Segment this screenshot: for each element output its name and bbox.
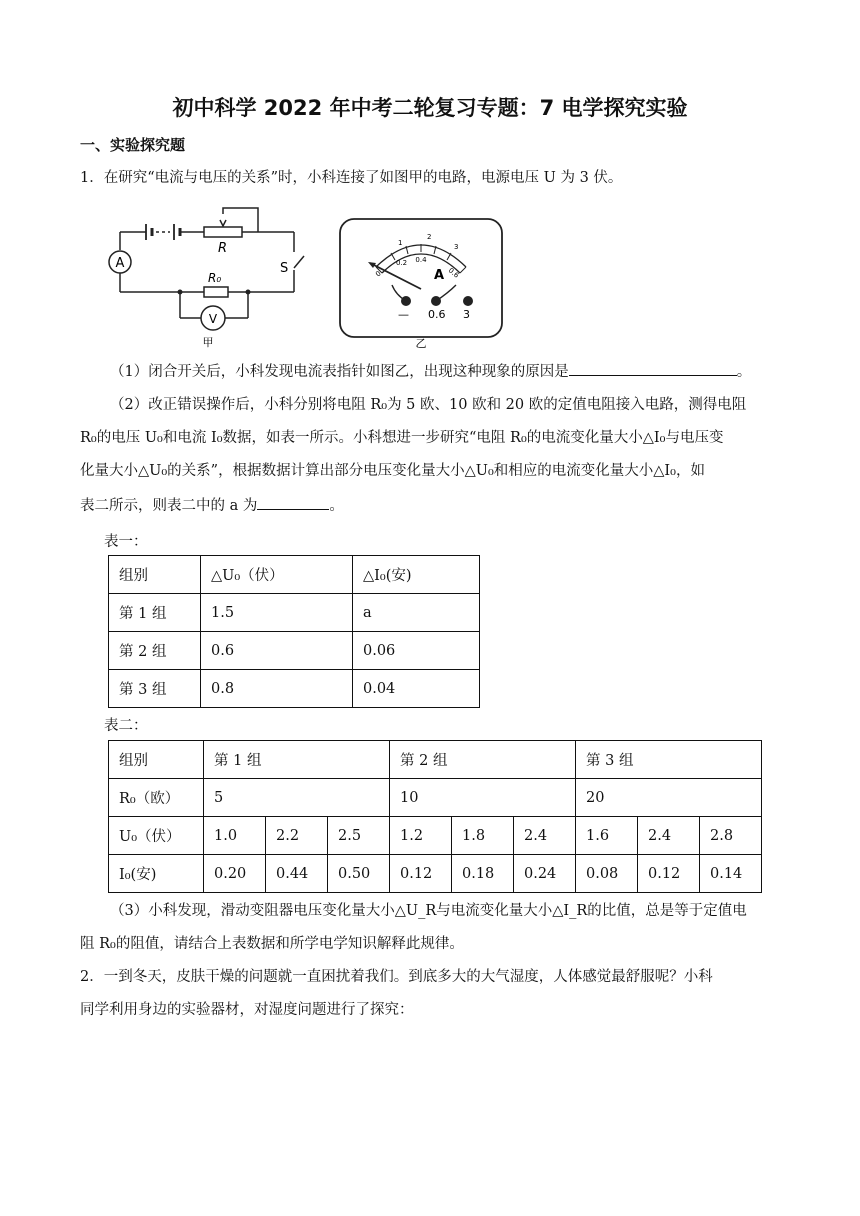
q1-part2-line4: 表二所示，则表二中的 a 为 。	[80, 495, 344, 516]
scale-3: 3	[454, 243, 459, 251]
scale-0-6: 0.6	[446, 266, 461, 280]
answer-blank-2[interactable]	[257, 495, 329, 510]
table-cell: 2.8	[700, 817, 762, 855]
figure-b-caption: 乙	[415, 337, 427, 350]
table-cell: 1.0	[204, 817, 266, 855]
terminal-negative: —	[398, 308, 409, 321]
q1-part2-line3: 化量大小△U₀的关系”，根据数据计算出部分电压变化量大小△U₀和相应的电流变化量大小△I₀，如	[80, 463, 705, 479]
table-cell: 2.4	[638, 817, 700, 855]
table-cell: 2.2	[266, 817, 328, 855]
q1-intro: 1．在研究“电流与电压的关系”时，小科连接了如图甲的电路，电源电压 U 为 3 伏。	[80, 170, 623, 186]
table-cell: 2.4	[514, 817, 576, 855]
table-cell: 第 2 组	[109, 632, 201, 670]
table-cell: U₀（伏）	[109, 817, 204, 855]
ammeter-face-label: A	[434, 268, 445, 283]
table-cell: 0.24	[514, 855, 576, 893]
table-2	[108, 740, 762, 893]
table-cell: 0.08	[576, 855, 638, 893]
table-cell: 0.44	[266, 855, 328, 893]
page-title: 初中科学 2022 年中考二轮复习专题：7 电学探究实验	[172, 96, 688, 120]
table-cell: 10	[390, 779, 576, 817]
table-cell: 0.06	[353, 632, 480, 670]
table-cell: △I₀(安)	[353, 556, 480, 594]
scale-1: 1	[398, 239, 403, 247]
circuit-diagram-figure	[108, 200, 308, 350]
table-cell: △U₀（伏）	[201, 556, 353, 594]
table-cell: 组别	[109, 741, 204, 779]
q1-part2-line1: （2）改正错误操作后，小科分别将电阻 R₀为 5 欧、10 欧和 20 欧的定值电阻接入电路，测得电阻	[110, 397, 747, 413]
table-cell: 0.6	[201, 632, 353, 670]
answer-blank-1[interactable]	[569, 361, 737, 376]
table-cell: a	[353, 594, 480, 632]
table-cell: 第 3 组	[109, 670, 201, 708]
q1-part1: （1）闭合开关后，小科发现电流表指针如图乙，出现这种现象的原因是 。	[110, 361, 751, 382]
voltmeter-label: V	[208, 312, 218, 326]
ammeter-label: A	[115, 256, 125, 271]
scale-2: 2	[427, 233, 432, 241]
table-cell: 1.5	[201, 594, 353, 632]
table-cell: 2.5	[328, 817, 390, 855]
table-cell: 1.8	[452, 817, 514, 855]
table2-caption: 表二：	[104, 718, 148, 734]
q2-line1: 2．一到冬天，皮肤干燥的问题就一直困扰着我们。到底多大的大气湿度，人体感觉最舒服呢？小科	[80, 969, 713, 985]
q2-line2: 同学利用身边的实验器材，对湿度问题进行了探究：	[80, 1002, 414, 1018]
table-cell: 20	[576, 779, 762, 817]
resistor-label: R₀	[208, 271, 222, 285]
table-cell: 0.20	[204, 855, 266, 893]
table-cell: 0.12	[638, 855, 700, 893]
table-cell: 0.04	[353, 670, 480, 708]
table-row	[109, 632, 480, 670]
q1-part3-line1: （3）小科发现，滑动变阻器电压变化量大小△U_R与电流变化量大小△I_R的比值，总是等于定值电	[110, 903, 747, 919]
table-cell: 第 2 组	[390, 741, 576, 779]
table-cell: 第 1 组	[204, 741, 390, 779]
scale-0-4: 0.4	[415, 256, 427, 264]
table-cell: 5	[204, 779, 390, 817]
ammeter-figure	[336, 215, 506, 350]
table-cell: 组别	[109, 556, 201, 594]
table-row	[109, 817, 762, 855]
table-row	[109, 741, 762, 779]
table-cell: 0.50	[328, 855, 390, 893]
table-cell: 第 1 组	[109, 594, 201, 632]
terminal-0-6: 0.6	[428, 308, 446, 321]
scale-0-2: 0.2	[396, 259, 408, 267]
table-cell: 0.12	[390, 855, 452, 893]
table-row	[109, 556, 480, 594]
rheostat-label: R	[218, 241, 228, 256]
table-cell: R₀（欧）	[109, 779, 204, 817]
table-cell: 第 3 组	[576, 741, 762, 779]
table-row	[109, 779, 762, 817]
table-cell: 0.14	[700, 855, 762, 893]
q1-part2-line2: R₀的电压 U₀和电流 I₀数据，如表一所示。小科想进一步研究“电阻 R₀的电流变化量大小△I₀与电压变	[80, 430, 724, 446]
table-cell: 0.8	[201, 670, 353, 708]
table-row	[109, 594, 480, 632]
table-cell: 1.6	[576, 817, 638, 855]
table-cell: 0.18	[452, 855, 514, 893]
table-row	[109, 855, 762, 893]
q1-part3-line2: 阻 R₀的阻值，请结合上表数据和所学电学知识解释此规律。	[80, 936, 464, 952]
table-1	[108, 555, 480, 708]
figure-a-caption: 甲	[202, 336, 214, 349]
table-cell: I₀(安)	[109, 855, 204, 893]
table-row	[109, 670, 480, 708]
table-cell: 1.2	[390, 817, 452, 855]
section-heading: 一、实验探究题	[80, 136, 186, 154]
switch-label: S	[280, 261, 289, 276]
table1-caption: 表一：	[104, 534, 148, 550]
terminal-3: 3	[463, 308, 470, 321]
scale-0: 0	[374, 269, 383, 279]
